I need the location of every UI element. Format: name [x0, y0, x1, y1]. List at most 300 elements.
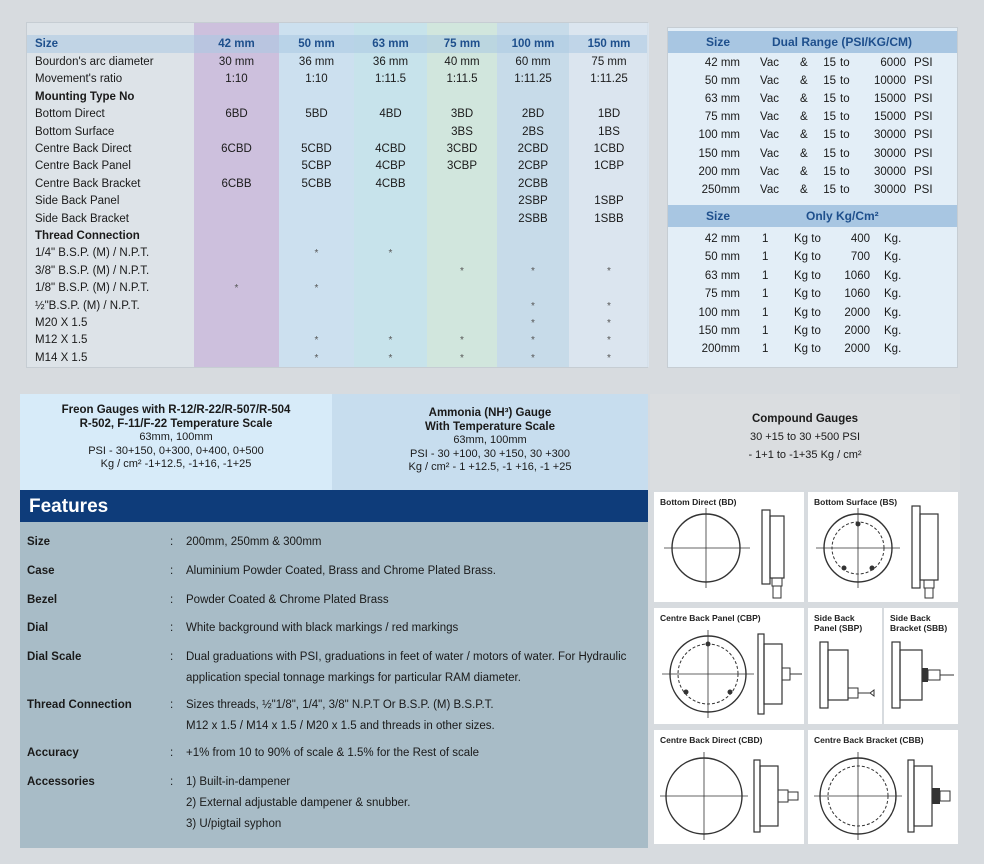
spec-row-label: Side Back Bracket	[35, 212, 129, 225]
feature-colon: :	[170, 565, 174, 577]
spec-cell: 3CBD	[446, 143, 478, 155]
dual-range-cell: PSI	[914, 57, 933, 69]
dual-range-row	[668, 126, 957, 144]
spec-row	[27, 89, 647, 106]
dual-range-cell: 30000	[874, 165, 906, 178]
ammonia-sizes: 63mm, 100mm	[453, 434, 527, 446]
feature-line: application special tonnage markings for particular RAM diameter.	[186, 672, 521, 684]
spec-cell	[194, 245, 279, 262]
spec-cell	[354, 298, 427, 315]
dual-range-cell: 15	[823, 129, 836, 142]
compound-title: Compound Gauges	[751, 413, 859, 425]
dual-range-cell: &	[800, 75, 808, 88]
spec-header-cell: 75 mm	[443, 38, 481, 50]
spec-cell	[354, 263, 427, 280]
dual-range-row	[668, 90, 957, 108]
spec-cell: 75 mm	[591, 56, 627, 68]
dual-range-cell: to	[840, 75, 850, 88]
dual-range-cell: to	[840, 57, 850, 69]
spec-cell	[279, 263, 354, 280]
ammonia-kg: Kg / cm² - 1 +12.5, -1 +16, -1 +25	[408, 461, 572, 473]
dual-range-cell: 100 mm	[698, 129, 740, 142]
spec-cell: 3CBP	[446, 160, 478, 173]
bottom-direct-drawing	[654, 492, 804, 602]
spec-cell: 2BD	[521, 108, 545, 121]
spec-header-cell: 150 mm	[587, 38, 631, 50]
spec-cell	[497, 245, 569, 262]
dual-range-cell: to	[840, 147, 850, 160]
dual-range-cell: Vac	[760, 183, 779, 196]
feature-colon: :	[170, 747, 174, 759]
only-kg-row	[668, 267, 957, 285]
dual-range-cell: to	[840, 93, 850, 106]
dual-range-cell: PSI	[914, 75, 933, 88]
spec-cell: 5CBB	[301, 177, 332, 190]
centre-back-panel-drawing	[654, 608, 804, 724]
spec-cell	[279, 193, 354, 210]
spec-row	[27, 228, 647, 245]
dual-range-row	[668, 145, 957, 163]
feature-line: M12 x 1.5 / M14 x 1.5 / M20 x 1.5 and threads in other sizes.	[186, 720, 495, 732]
dual-range-cell: 50 mm	[704, 75, 740, 88]
feature-label: Case	[27, 565, 55, 577]
spec-cell	[427, 89, 497, 106]
dual-range-cell: 15	[823, 147, 836, 160]
spec-cell: *	[460, 352, 464, 364]
diagram-side-back-bracket	[884, 608, 958, 724]
dual-range-cell: 42 mm	[704, 57, 740, 69]
dual-range-cell: 150 mm	[698, 147, 740, 160]
spec-cell: *	[607, 318, 611, 329]
spec-row-label: Movement's ratio	[35, 73, 123, 86]
dual-range-cell: Vac	[760, 111, 779, 124]
dual-range-cell: 6000	[880, 57, 906, 69]
spec-header-cell: Size	[35, 38, 59, 50]
features-list	[20, 522, 648, 848]
feature-line: 3) U/pigtail syphon	[186, 818, 282, 830]
spec-cell: 4CBB	[375, 177, 406, 190]
dual-range-cell: 200 mm	[698, 165, 740, 178]
only-kg-cell: 1	[762, 306, 769, 319]
spec-cell: 1SBP	[594, 195, 624, 208]
spec-row	[27, 106, 647, 123]
only-kg-size-header: Size	[706, 209, 731, 223]
freon-kg: Kg / cm² -1+12.5, -1+16, -1+25	[100, 458, 252, 470]
dual-range-header	[668, 31, 957, 53]
freon-sizes: 63mm, 100mm	[139, 431, 213, 443]
spec-cell	[427, 245, 497, 262]
spec-cell: 1:11.25	[514, 73, 552, 86]
spec-cell	[194, 350, 279, 367]
compound-kg: - 1+1 to -1+35 Kg / cm²	[748, 449, 862, 461]
feature-colon: :	[170, 651, 174, 663]
spec-cell: 1:10	[225, 73, 248, 86]
dual-range-cell: to	[840, 111, 850, 124]
label-sbp-line1: Side Back	[814, 613, 855, 623]
only-kg-row	[668, 340, 957, 358]
label-bd: Bottom Direct (BD)	[660, 497, 737, 507]
spec-cell: *	[607, 300, 611, 312]
features-heading: Features	[20, 490, 648, 522]
spec-cell	[354, 193, 427, 210]
feature-line: 2) External adjustable dampener & snubber.	[186, 797, 411, 809]
feature-line: +1% from 10 to 90% of scale & 1.5% for the Rest of scale	[186, 747, 480, 759]
dual-range-row	[668, 54, 957, 72]
only-kg-row	[668, 322, 957, 340]
spec-header-cell: 100 mm	[511, 38, 555, 50]
only-kg-cell: Kg.	[884, 325, 902, 337]
dual-range-cell: to	[840, 165, 850, 178]
spec-cell: 3BS	[451, 125, 473, 138]
dual-range-cell: &	[800, 165, 808, 178]
dual-range-cell: 15	[823, 93, 836, 106]
spec-cell: 1BS	[598, 125, 620, 138]
feature-line: White background with black markings / red markings	[186, 622, 459, 634]
spec-cell	[279, 228, 354, 245]
spec-cell	[497, 280, 569, 297]
feature-value	[186, 532, 636, 553]
dual-range-cell: &	[800, 111, 808, 124]
dual-range-cell: PSI	[914, 93, 933, 106]
spec-cell	[194, 211, 279, 228]
spec-cell: *	[234, 283, 239, 295]
feature-line: Dual graduations with PSI, graduations in feet of water / motors of water. For Hydraulic	[186, 651, 627, 663]
only-kg-cell: Kg.	[884, 288, 902, 301]
compound-gauges-panel	[650, 394, 960, 490]
spec-row-label: M20 X 1.5	[35, 317, 88, 329]
dual-range-cell: 15	[823, 111, 836, 124]
spec-row-label: Bottom Surface	[35, 125, 115, 138]
spec-header-row	[27, 35, 647, 53]
only-kg-cell: Kg to	[794, 343, 821, 356]
spec-cell	[427, 280, 497, 297]
dual-range-cell: 30000	[874, 147, 906, 160]
spec-cell: 1:11.5	[446, 73, 478, 86]
spec-cell: 1BD	[597, 108, 621, 121]
dual-range-cell: PSI	[914, 183, 933, 196]
spec-row-label: Centre Back Panel	[35, 160, 131, 173]
spec-cell: 5CBD	[301, 143, 332, 155]
spec-row-label: Bourdon's arc diameter	[35, 56, 154, 68]
dual-range-row	[668, 181, 957, 199]
spec-cell: 1CBP	[593, 160, 625, 173]
only-kg-cell: Kg.	[884, 251, 902, 264]
dual-range-cell: &	[800, 129, 808, 142]
only-kg-cell: 50 mm	[704, 251, 740, 264]
spec-row	[27, 350, 647, 367]
only-kg-cell: Kg to	[794, 233, 821, 245]
only-kg-cell: 1	[762, 288, 769, 301]
spec-cell	[427, 298, 497, 315]
spec-cell: 5CBP	[301, 160, 332, 173]
label-cbd: Centre Back Direct (CBD)	[660, 735, 763, 745]
spec-cell	[354, 124, 427, 141]
spec-cell	[194, 193, 279, 210]
spec-cell: *	[531, 352, 535, 364]
spec-cell	[194, 228, 279, 245]
spec-cell	[427, 211, 497, 228]
spec-row	[27, 124, 647, 141]
spec-cell	[279, 211, 354, 228]
spec-cell: 36 mm	[372, 56, 409, 68]
spec-row	[27, 54, 647, 71]
spec-cell: 36 mm	[298, 56, 335, 68]
only-kg-cell: 200mm	[701, 343, 740, 356]
feature-colon: :	[170, 622, 174, 634]
spec-row-label: M14 X 1.5	[35, 351, 88, 364]
dual-range-cell: 15	[823, 165, 836, 178]
centre-back-bracket-drawing	[808, 730, 958, 844]
diagram-centre-back-direct	[654, 730, 804, 844]
spec-row-label: Side Back Panel	[35, 195, 120, 208]
feature-label: Size	[27, 536, 51, 548]
spec-row-label: ½"B.S.P. (M) / N.P.T.	[35, 299, 140, 312]
spec-row	[27, 245, 647, 262]
spec-cell	[569, 176, 649, 193]
spec-cell	[427, 176, 497, 193]
feature-value	[186, 590, 636, 611]
feature-label: Thread Connection	[27, 699, 132, 711]
dual-range-row	[668, 163, 957, 181]
dual-range-cell: PSI	[914, 129, 933, 142]
feature-value	[186, 772, 636, 835]
dual-range-cell: Vac	[760, 57, 779, 69]
spec-cell	[279, 315, 354, 332]
spec-cell: *	[314, 352, 319, 364]
spec-cell: *	[388, 352, 393, 364]
spec-cell	[354, 280, 427, 297]
range-table	[667, 27, 958, 368]
spec-cell	[497, 228, 569, 245]
dual-range-title: Dual Range (PSI/KG/CM)	[772, 35, 913, 49]
dual-range-cell: 30000	[874, 129, 906, 142]
only-kg-cell: 2000	[844, 343, 870, 356]
spec-cell: 6CBD	[221, 143, 252, 155]
spec-cell: *	[607, 352, 611, 364]
dual-range-cell: 15	[823, 183, 836, 196]
spec-cell: 1CBD	[593, 143, 625, 155]
dual-range-cell: to	[840, 183, 850, 196]
only-kg-cell: Kg.	[884, 269, 902, 282]
spec-cell: *	[531, 265, 535, 277]
feature-line: 1) Built-in-dampener	[186, 776, 291, 788]
only-kg-header	[668, 205, 957, 227]
spec-cell: 6BD	[225, 108, 248, 121]
spec-cell	[569, 89, 649, 106]
feature-value	[186, 695, 636, 737]
spec-cell: *	[607, 335, 611, 347]
spec-cell	[354, 228, 427, 245]
feature-colon: :	[170, 536, 174, 548]
feature-colon: :	[170, 594, 174, 606]
feature-label: Bezel	[27, 594, 58, 606]
label-sbb-line2: Bracket (SBB)	[890, 623, 948, 633]
feature-line: Sizes threads, ½"1/8", 1/4", 3/8" N.P.T Or B.S.P. (M) B.S.P.T.	[186, 699, 494, 711]
label-sbb	[890, 613, 947, 633]
only-kg-row	[668, 304, 957, 322]
spec-cell: *	[314, 335, 319, 347]
dual-range-cell: &	[800, 183, 808, 196]
feature-colon: :	[170, 699, 174, 711]
spec-row	[27, 176, 647, 193]
spec-row	[27, 193, 647, 210]
spec-cell: *	[314, 283, 319, 295]
dual-range-cell: 30000	[874, 183, 906, 196]
dual-range-cell: Vac	[760, 147, 779, 160]
dual-range-cell: Vac	[760, 75, 779, 88]
only-kg-cell: Kg to	[794, 325, 821, 337]
spec-cell: 1:10	[305, 73, 328, 86]
spec-table	[26, 22, 648, 368]
spec-cell	[194, 263, 279, 280]
spec-cell: 6CBB	[221, 177, 252, 190]
spec-row-label: 1/4" B.S.P. (M) / N.P.T.	[35, 247, 150, 260]
spec-row-label: Mounting Type No	[35, 90, 135, 103]
only-kg-row	[668, 230, 957, 248]
spec-cell	[497, 89, 569, 106]
spec-cell: 2CBP	[517, 160, 549, 173]
dual-range-cell: Vac	[760, 129, 779, 142]
spec-cell	[279, 298, 354, 315]
only-kg-cell: Kg.	[884, 343, 902, 356]
spec-cell	[569, 245, 649, 262]
spec-cell: 2SBP	[518, 195, 548, 208]
spec-cell	[354, 315, 427, 332]
spec-cell: 2SBB	[518, 212, 548, 225]
dual-range-row	[668, 108, 957, 126]
spec-cell	[427, 228, 497, 245]
spec-row	[27, 280, 647, 297]
feature-line: Powder Coated & Chrome Plated Brass	[186, 594, 389, 606]
only-kg-cell: 1	[762, 343, 769, 356]
spec-cell	[194, 298, 279, 315]
feature-line: 200mm, 250mm & 300mm	[186, 536, 322, 548]
spec-row	[27, 298, 647, 315]
dual-range-cell: &	[800, 147, 808, 160]
dual-range-cell: 15	[823, 57, 836, 69]
spec-row-label: 3/8" B.S.P. (M) / N.P.T.	[35, 264, 150, 277]
spec-cell: 1SBB	[594, 212, 624, 225]
feature-label: Dial Scale	[27, 651, 82, 663]
only-kg-title: Only Kg/Cm²	[806, 209, 879, 223]
only-kg-cell: Kg to	[794, 269, 821, 282]
feature-colon: :	[170, 776, 174, 788]
label-sbb-line1: Side Back	[890, 613, 931, 623]
only-kg-cell: 63 mm	[704, 269, 740, 282]
spec-cell: *	[388, 335, 393, 347]
spec-cell	[354, 211, 427, 228]
spec-row	[27, 211, 647, 228]
spec-cell	[569, 280, 649, 297]
bottom-surface-drawing	[808, 492, 958, 602]
spec-cell: 2CBD	[517, 143, 549, 155]
spec-cell: *	[388, 248, 393, 260]
spec-cell: *	[531, 335, 535, 347]
only-kg-cell: 1060	[844, 269, 870, 282]
only-kg-cell: 1	[762, 233, 769, 245]
spec-row	[27, 332, 647, 349]
feature-line: Aluminium Powder Coated, Brass and Chrome Plated Brass.	[186, 565, 497, 577]
spec-row	[27, 263, 647, 280]
spec-cell	[194, 124, 279, 141]
only-kg-cell: 150 mm	[698, 325, 740, 337]
spec-header-cell: 42 mm	[218, 38, 255, 50]
freon-title-2: R-502, F-11/F-22 Temperature Scale	[79, 417, 273, 430]
spec-cell: 5BD	[305, 108, 328, 121]
only-kg-cell: 1	[762, 325, 769, 337]
dual-range-cell: 250mm	[701, 183, 740, 196]
spec-cell	[354, 89, 427, 106]
spec-cell: 2CBB	[517, 177, 549, 190]
only-kg-cell: 400	[850, 233, 870, 245]
spec-cell	[194, 332, 279, 349]
only-kg-cell: 100 mm	[698, 306, 740, 319]
label-bs: Bottom Surface (BS)	[814, 497, 898, 507]
dual-range-row	[668, 72, 957, 90]
spec-cell: 1:11.5	[374, 73, 407, 86]
label-sbp-line2: Panel (SBP)	[814, 623, 863, 633]
spec-cell: 2BS	[522, 125, 544, 138]
only-kg-cell: 1060	[844, 288, 870, 301]
freon-gauges-panel	[20, 394, 332, 490]
feature-label: Dial	[27, 622, 49, 634]
feature-label: Accessories	[27, 776, 95, 788]
spec-cell: *	[531, 318, 535, 329]
spec-row-label: Thread Connection	[35, 230, 140, 242]
dual-range-cell: Vac	[760, 165, 779, 178]
dual-range-cell: 63 mm	[704, 93, 740, 106]
spec-cell: *	[460, 265, 464, 277]
only-kg-cell: Kg to	[794, 288, 821, 301]
only-kg-cell: 700	[850, 251, 870, 264]
feature-value	[186, 743, 636, 764]
spec-cell	[569, 228, 649, 245]
label-sbp	[814, 613, 862, 633]
spec-cell	[279, 124, 354, 141]
only-kg-cell: Kg.	[884, 233, 902, 245]
spec-cell	[194, 158, 279, 175]
dual-range-cell: 75 mm	[704, 111, 740, 124]
spec-row-label: M12 X 1.5	[35, 334, 88, 347]
diagram-bottom-surface	[808, 492, 958, 602]
spec-cell	[194, 89, 279, 106]
ammonia-title-2: With Temperature Scale	[424, 420, 556, 433]
compound-psi: 30 +15 to 30 +500 PSI	[749, 431, 861, 443]
feature-value	[186, 647, 636, 689]
spec-header-cell: 63 mm	[372, 38, 409, 50]
freon-title-1: Freon Gauges with R-12/R-22/R-507/R-504	[61, 404, 291, 416]
spec-row-label: Centre Back Direct	[35, 143, 132, 155]
spec-row	[27, 71, 647, 88]
spec-cell: *	[460, 335, 464, 347]
only-kg-cell: 1	[762, 269, 769, 282]
dual-range-cell: 15	[823, 75, 836, 88]
freon-psi: PSI - 30+150, 0+300, 0+400, 0+500	[88, 444, 264, 457]
spec-cell	[279, 89, 354, 106]
label-cbb: Centre Back Bracket (CBB)	[814, 735, 924, 745]
label-cbp: Centre Back Panel (CBP)	[660, 613, 761, 623]
only-kg-row	[668, 285, 957, 303]
only-kg-cell: 2000	[844, 325, 870, 337]
only-kg-row	[668, 248, 957, 266]
spec-header-cell: 50 mm	[298, 38, 335, 50]
spec-cell: *	[607, 265, 611, 277]
spec-row	[27, 158, 647, 175]
only-kg-cell: 75 mm	[704, 288, 740, 301]
spec-row-label: Centre Back Bracket	[35, 177, 141, 190]
only-kg-cell: Kg to	[794, 306, 821, 319]
dual-range-cell: PSI	[914, 165, 933, 178]
